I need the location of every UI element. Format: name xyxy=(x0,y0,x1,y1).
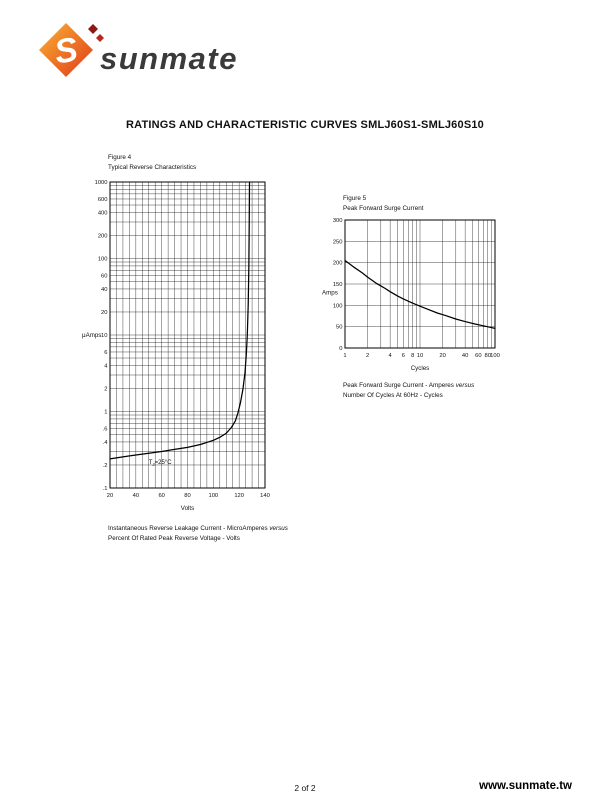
figure5-caption xyxy=(343,381,474,401)
x-tick-label: 60 xyxy=(475,353,482,359)
y-tick-label: 2 xyxy=(104,386,108,393)
logo-wordmark: sunmate xyxy=(100,41,238,76)
logo-small-diamond-icon xyxy=(88,24,98,34)
page-title: RATINGS AND CHARACTERISTIC CURVES SMLJ60S1-SMLJ60S10 xyxy=(126,119,484,131)
caption-text: Percent Of Rated Peak Reverse Voltage - Volts xyxy=(108,534,240,542)
x-tick-label: 6 xyxy=(401,353,405,359)
caption-versus: versus xyxy=(455,382,475,389)
x-tick-label: 2 xyxy=(365,353,370,359)
y-tick-label: 6 xyxy=(104,349,108,356)
figure5-label: Figure 5 xyxy=(343,195,367,202)
y-tick-label: 200 xyxy=(332,260,343,267)
x-tick-label: 80 xyxy=(484,353,491,359)
y-tick-label: 40 xyxy=(101,286,108,293)
x-axis-label: Cycles xyxy=(410,365,430,372)
caption-text: Number Of Cycles At 60Hz - Cycles xyxy=(343,391,443,399)
y-tick-label: .1 xyxy=(102,486,108,492)
x-tick-label: 100 xyxy=(208,493,219,499)
y-tick-label: 250 xyxy=(332,239,343,246)
figure4-caption xyxy=(108,524,288,544)
x-tick-label: 20 xyxy=(439,353,446,359)
sunmate-logo-svg xyxy=(36,18,246,86)
website-url: www.sunmate.tw xyxy=(479,780,572,792)
y-tick-label: 4 xyxy=(104,363,108,370)
caption-text: Instantaneous Reverse Leakage Current - MicroAmperes xyxy=(108,525,270,532)
y-tick-label: 0 xyxy=(339,346,343,352)
sunmate-logo xyxy=(36,18,246,91)
y-tick-label: 300 xyxy=(332,218,343,224)
chart-annotation: $T_J=25^\circ C$ xyxy=(148,460,172,467)
x-axis-label: Volts xyxy=(180,505,195,512)
y-tick-label: 600 xyxy=(97,196,108,203)
figure4-label: Figure 4 xyxy=(108,154,132,161)
y-axis-label: Amps xyxy=(322,289,338,297)
y-tick-label: 200 xyxy=(97,233,108,240)
x-tick-label: 1 xyxy=(343,353,347,359)
y-tick-label: 100 xyxy=(97,256,108,263)
x-tick-label: 8 xyxy=(411,353,415,359)
x-tick-label: 100 xyxy=(490,353,500,359)
x-tick-label: 10 xyxy=(416,353,424,359)
y-tick-label: 400 xyxy=(97,210,108,217)
x-tick-label: 4 xyxy=(388,353,392,359)
logo-diamond-icon xyxy=(39,23,104,77)
y-axis-label: μAmps xyxy=(82,332,102,339)
y-tick-label: 1000 xyxy=(94,180,108,186)
y-tick-label: 100 xyxy=(332,303,343,310)
figure4-heading xyxy=(108,153,196,173)
page-number: 2 of 2 xyxy=(294,783,316,793)
y-tick-label: 1 xyxy=(104,409,108,416)
figure5-subtitle: Peak Forward Surge Current xyxy=(343,204,424,212)
x-tick-label: 140 xyxy=(260,493,270,499)
caption-versus: versus xyxy=(269,525,288,532)
x-tick-label: 20 xyxy=(106,493,114,499)
caption-text: Peak Forward Surge Current - Amperes xyxy=(343,382,456,389)
x-tick-label: 40 xyxy=(132,493,140,499)
x-tick-label: 120 xyxy=(234,493,245,499)
y-tick-label: 10 xyxy=(101,333,108,339)
y-tick-label: 150 xyxy=(332,282,343,288)
y-tick-label: 50 xyxy=(336,324,343,331)
y-tick-label: .2 xyxy=(102,462,108,469)
x-tick-label: 40 xyxy=(461,353,469,359)
reverse-leakage-current-curve xyxy=(110,182,250,459)
x-tick-label: 80 xyxy=(184,493,191,499)
figure5-heading xyxy=(343,194,424,214)
figure4-chart xyxy=(82,175,286,523)
y-tick-label: .4 xyxy=(102,439,108,446)
x-tick-label: 60 xyxy=(158,493,165,499)
y-tick-label: .6 xyxy=(102,426,108,433)
logo-s-glyph: S xyxy=(51,30,81,72)
y-tick-label: 60 xyxy=(101,273,108,280)
figure5-chart xyxy=(322,213,514,385)
y-tick-label: 20 xyxy=(101,309,108,316)
figure4-subtitle: Typical Reverse Characteristics xyxy=(108,163,197,171)
